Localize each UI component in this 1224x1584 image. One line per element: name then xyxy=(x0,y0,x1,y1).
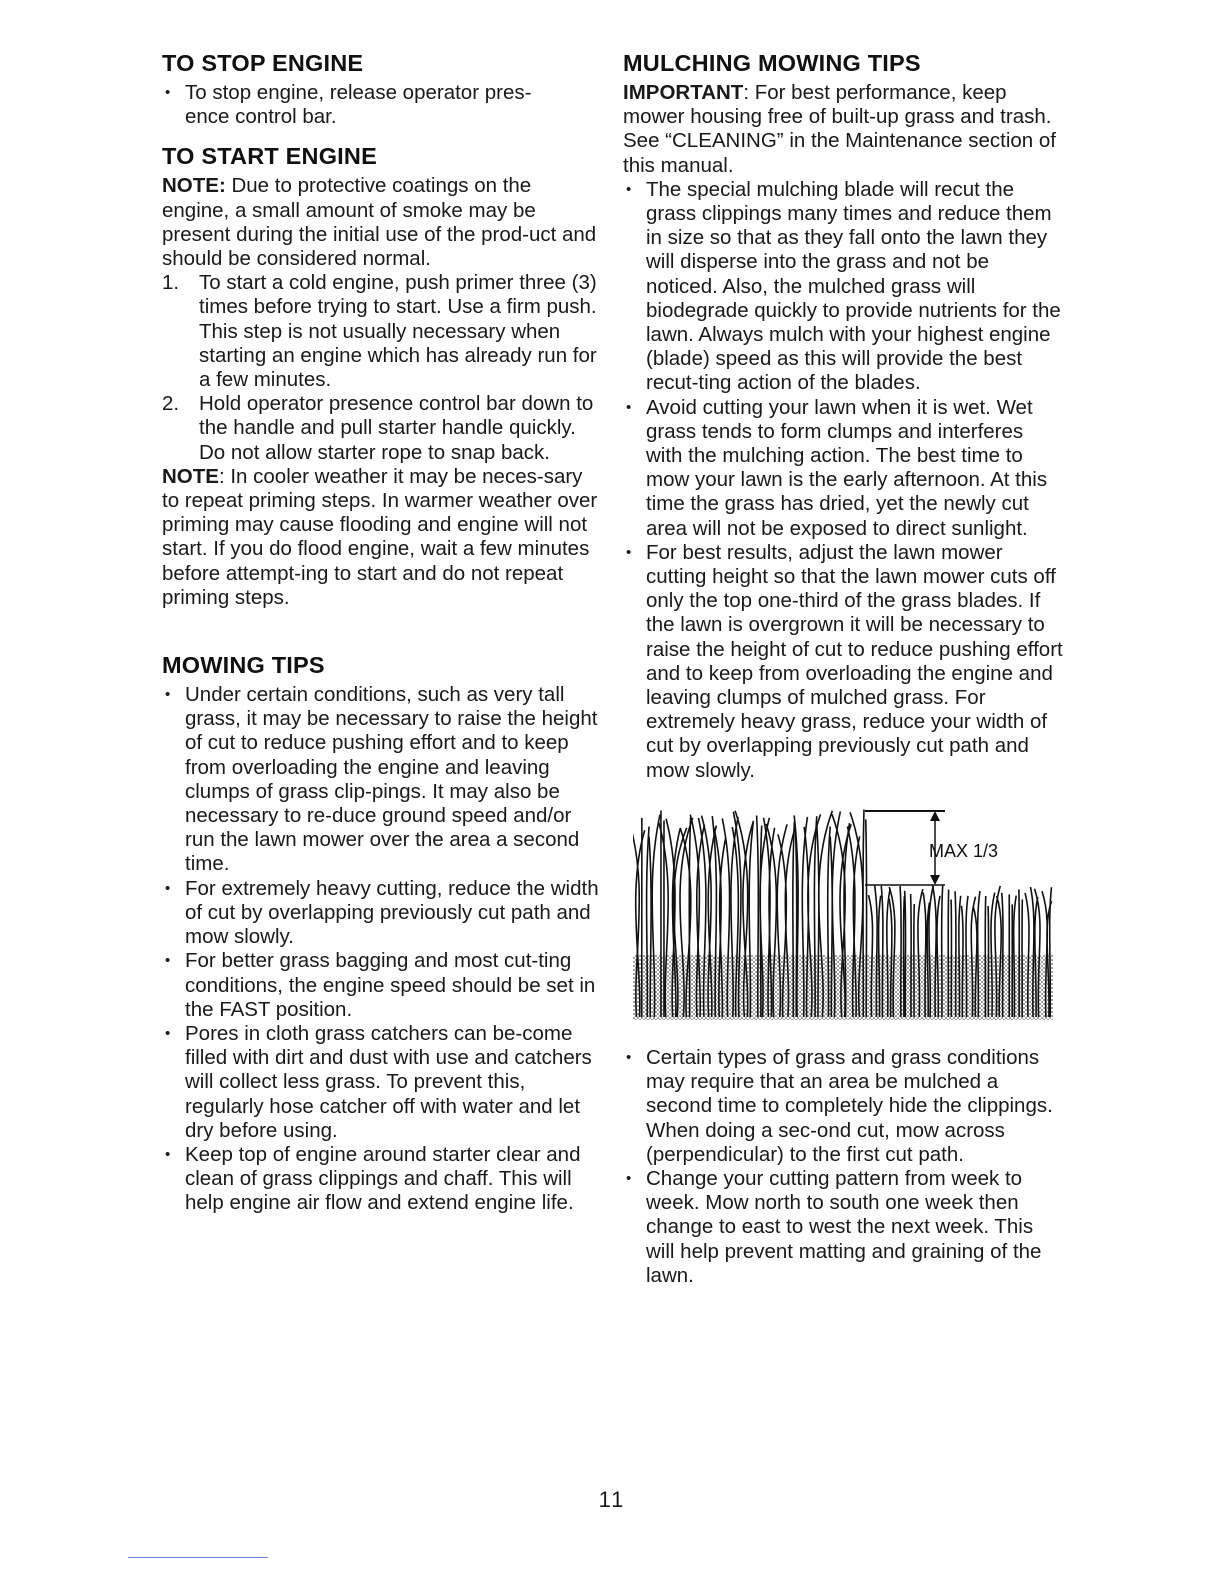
footer-rule xyxy=(128,1557,268,1558)
grass-blade xyxy=(985,896,986,1017)
list-item xyxy=(162,81,602,129)
list-item: • For extremely heavy cutting, reduce the width of cut by overlapping previously cut path and mow slowly. xyxy=(162,877,602,950)
right-column xyxy=(623,50,1063,1288)
stop-engine-heading: TO STOP ENGINE xyxy=(162,50,364,76)
list-item xyxy=(162,392,602,465)
note-label: NOTE xyxy=(162,464,219,488)
grass-blade xyxy=(911,894,912,1017)
grass-blade xyxy=(863,809,864,1017)
note-text: Due to protective coatings on the engine, a small amount of smoke may be present during the initial use of the prod-uct and should be considered normal. xyxy=(162,174,597,271)
list-item: • Keep top of engine around starter clear and clean of grass clippings and chaff. This will help engine air flow and extend engine life. xyxy=(162,1143,602,1216)
mowing-tips-heading: MOWING TIPS xyxy=(162,652,325,679)
list-item: • Avoid cutting your lawn when it is wet. Wet grass tends to form clumps and interferes with the mulching action. The best time to mow your lawn is the early afternoon. At this time the grass has dried, yet the newly cut area will not be exposed to direct sunlight. xyxy=(623,396,1063,541)
measure-arrow-up xyxy=(930,811,940,821)
note-text: : In cooler weather it may be neces-sary to repeat priming steps. In warmer weather over priming may cause flooding and engine will not start. If you do flood engine, wait a few minutes before attempt-ing to start and do not repeat priming steps. xyxy=(162,464,598,609)
grass-blade xyxy=(1002,893,1003,1017)
important-note xyxy=(623,81,1063,178)
bullet-text: To stop engine, release operator pres- ence control bar. xyxy=(185,81,532,129)
list-item: • For better grass bagging and most cut-ting conditions, the engine speed should be set in the FAST position. xyxy=(162,949,602,1022)
note-label: NOTE: xyxy=(162,174,226,198)
important-text: : For best performance, keep mower housing free of built-up grass and trash. See “CLEANING” in the Maintenance section of this manual. xyxy=(623,81,1056,177)
list-item: • Certain types of grass and grass conditions may require that an area be mulched a second time to completely hide the clippings. When doing a sec-ond cut, mow across (perpendicular) to the first cut path. xyxy=(623,1046,1063,1167)
start-engine-note xyxy=(162,174,602,271)
step-text: To start a cold engine, push primer three (3) times before trying to start. Use a firm push. This step is not usually necessary when starting an engine which has already run for a few minutes. xyxy=(199,271,597,392)
mulching-tips-list xyxy=(623,178,1063,783)
page-number: 11 xyxy=(598,1487,626,1512)
grass-blade xyxy=(900,886,901,1017)
stop-engine-list xyxy=(162,81,602,129)
max-cut-label: MAX 1/3 xyxy=(929,840,999,861)
grass-illustration xyxy=(633,805,1053,1020)
start-steps-list xyxy=(162,271,602,465)
step-text: Hold operator presence control bar down to the handle and pull starter handle quickly. Do not allow starter rope to snap back. xyxy=(199,392,594,464)
list-item xyxy=(162,271,602,392)
grass-blade xyxy=(866,819,867,1017)
mulching-tips-heading: MULCHING MOWING TIPS xyxy=(623,50,921,76)
list-item: • Under certain conditions, such as very tall grass, it may be necessary to raise the height of cut to reduce pushing effort and to keep from overloading the engine and leaving clumps of grass clip-pings. It may also be necessary to re-duce ground speed and/or run the lawn mower over the area a second time. xyxy=(162,683,602,877)
important-label: IMPORTANT xyxy=(623,81,744,104)
list-item: • Pores in cloth grass catchers can be-come filled with dirt and dust with use and catchers will collect less grass. To prevent this, regularly hose catcher off with water and let dry before using. xyxy=(162,1022,602,1143)
grass-blade xyxy=(905,891,906,1017)
list-item: • The special mulching blade will recut the grass clippings many times and reduce them in size so that as they fall onto the lawn they will disperse into the grass and not be noticed. Also, the mulched grass will biodegrade quickly to provide nutrients for the lawn. Always mulch with your highest engine (blade) speed as this will provide the best recut-ting action of the blades. xyxy=(623,178,1063,396)
grass-cut-height-figure xyxy=(633,805,1053,1020)
mulching-tips-list-continued xyxy=(623,1046,1063,1288)
step-number: 2. xyxy=(162,392,180,416)
mowing-tips-list xyxy=(162,683,602,1215)
list-item: • Change your cutting pattern from week to week. Mow north to south one week then change to east to west the next week. This will help prevent matting and graining of the lawn. xyxy=(623,1167,1063,1288)
grass-blade xyxy=(955,891,956,1017)
grass-blade xyxy=(903,896,904,1017)
start-engine-heading: TO START ENGINE xyxy=(162,143,377,170)
priming-note xyxy=(162,465,602,610)
list-item: • For best results, adjust the lawn mower cutting height so that the lawn mower cuts off only the top one-third of the grass blades. If the lawn is overgrown it will be necessary to raise the height of cut to reduce pushing effort and to keep from overloading the engine and leaving clumps of mulched grass. For extremely heavy grass, reduce your width of cut by overlapping previously cut path and mow slowly. xyxy=(623,541,1063,783)
step-number: 1. xyxy=(162,271,180,295)
measure-arrow-down xyxy=(930,875,940,885)
left-column xyxy=(162,50,602,1216)
grass-blade xyxy=(942,885,943,1017)
